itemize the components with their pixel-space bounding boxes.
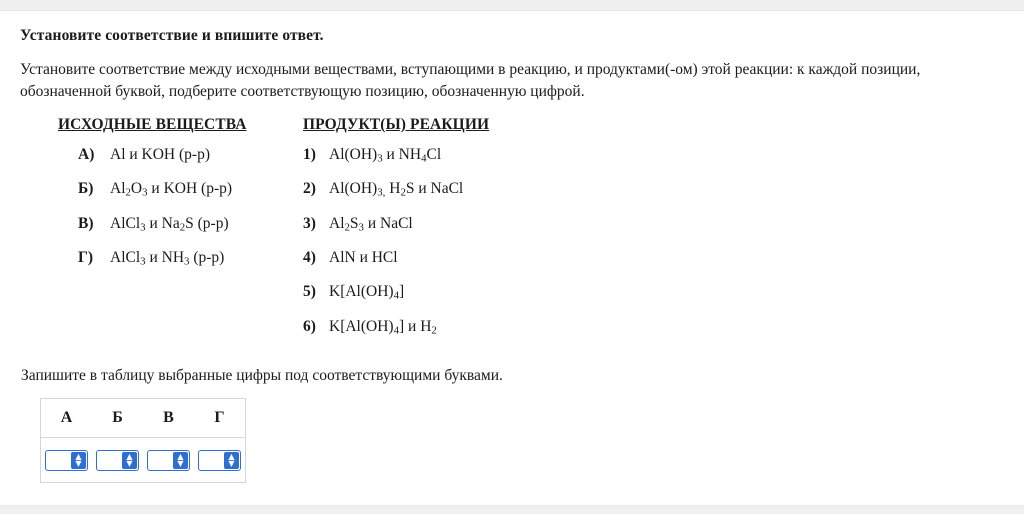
item-value: $K[Al(OH)_4]$ и $H_2$	[329, 317, 437, 337]
list-item	[303, 317, 903, 336]
table-cell-v	[143, 438, 194, 483]
list-item	[303, 179, 903, 198]
answer-input-a[interactable]	[45, 450, 88, 471]
stepper-icon[interactable]: ▲ ▼	[71, 452, 86, 469]
item-key: 5)	[303, 283, 316, 301]
answer-input-b[interactable]	[96, 450, 139, 471]
table-header-cell-a: А	[41, 399, 93, 438]
list-item	[303, 282, 903, 301]
task-instruction: Установите соответствие между исходными веществами, вступающими в реакцию, и продуктами(-ом) этой реакции: к каждой позиции, обозначенной буквой, подберите соответствующую позицию, обозначенную цифрой.	[20, 61, 921, 101]
answer-instruction: Запишите в таблицу выбранные цифры под соответствующими буквами.	[21, 367, 503, 385]
list-item	[78, 214, 303, 233]
item-value: $Al_2S_3$ и NaCl	[329, 214, 413, 234]
item-key: 2)	[303, 180, 316, 198]
answer-table	[40, 398, 246, 483]
table-header-row	[41, 399, 246, 438]
top-page-strip	[0, 0, 1024, 11]
page-title: Установите соответствие и впишите ответ.	[20, 27, 324, 44]
item-value: $Al(OH)_{3,}$ $H_2S$ и NaCl	[329, 180, 464, 200]
bottom-page-strip	[0, 505, 1024, 514]
list-item	[303, 248, 903, 267]
item-value: AlCl$_3$ и $Na_2S$ (р-р)	[110, 214, 229, 234]
item-key: В)	[78, 214, 94, 232]
table-header-cell-b: Б	[92, 399, 143, 438]
left-column-header: ИСХОДНЫЕ ВЕЩЕСТВА	[58, 115, 247, 133]
table-input-row	[41, 438, 246, 483]
item-value: $Al_2O_3$ и KOH (р-р)	[110, 180, 233, 200]
table-cell-g	[194, 438, 246, 483]
item-key: Б)	[78, 180, 94, 198]
list-item	[78, 179, 303, 198]
item-key: Г)	[78, 249, 94, 267]
right-column-header: ПРОДУКТ(Ы) РЕАКЦИИ	[303, 115, 490, 133]
task-page	[0, 11, 1024, 483]
item-value: $Al(OH)_3$ и $NH_4Cl$	[329, 145, 442, 165]
item-value: AlN и HCl	[329, 249, 398, 267]
item-key: 1)	[303, 145, 316, 163]
item-value: Al и KOH (р-р)	[110, 145, 210, 163]
list-item	[78, 248, 303, 267]
item-key: 3)	[303, 214, 316, 232]
table-cell-b	[92, 438, 143, 483]
list-item	[78, 145, 303, 164]
list-item	[303, 214, 903, 233]
right-column	[303, 116, 903, 351]
answer-input-g[interactable]	[198, 450, 241, 471]
stepper-icon[interactable]: ▲ ▼	[122, 452, 137, 469]
stepper-icon[interactable]: ▲ ▼	[224, 452, 239, 469]
answer-input-v[interactable]	[147, 450, 190, 471]
item-value: AlCl$_3$ и $NH_3$ (р-р)	[110, 249, 225, 268]
table-header-cell-v: В	[143, 399, 194, 438]
item-key: 6)	[303, 317, 316, 335]
item-value: $K[Al(OH)_4]$	[329, 283, 405, 303]
item-key: А)	[78, 145, 95, 163]
item-key: 4)	[303, 249, 316, 267]
left-column	[38, 116, 303, 351]
table-cell-a	[41, 438, 93, 483]
matching-columns	[38, 116, 1004, 351]
table-header-cell-g: Г	[194, 399, 246, 438]
stepper-icon[interactable]: ▲ ▼	[173, 452, 188, 469]
list-item	[303, 145, 903, 164]
